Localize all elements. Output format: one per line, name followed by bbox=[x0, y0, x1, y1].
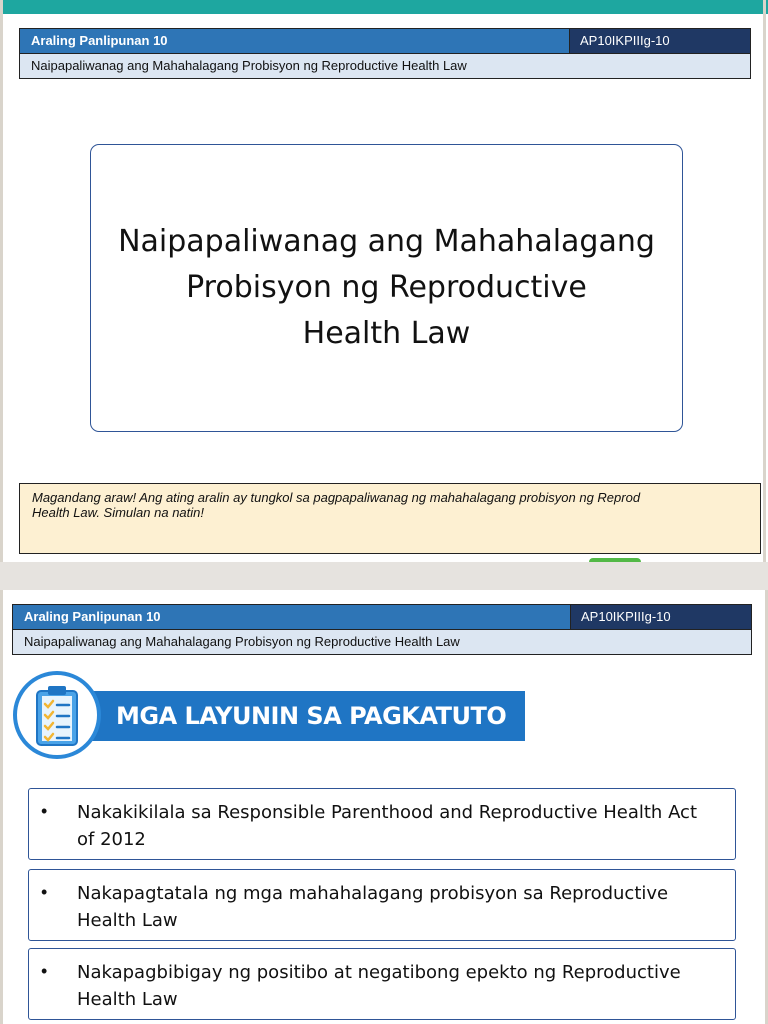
green-page-tab bbox=[589, 558, 641, 562]
competency-code-cell: AP10IKPIIIg-10 bbox=[570, 29, 750, 53]
lesson-title-line: Probisyon ng Reproductive bbox=[186, 270, 587, 305]
objective-item bbox=[28, 869, 736, 941]
objective-text: Nakapagbibigay ng positibo at negatibong epekto ng Reproductive Health Law bbox=[77, 962, 681, 1010]
bullet: • bbox=[41, 801, 48, 821]
topic-cell: Naipapaliwanag ang Mahahalagang Probisyon ng Reproductive Health Law bbox=[13, 629, 751, 654]
objectives-banner bbox=[92, 691, 525, 741]
right-margin-line bbox=[763, 0, 766, 562]
objective-text: Nakapagtatala ng mga mahahalagang probisyon sa Reproductive Health Law bbox=[77, 883, 669, 931]
topic-cell: Naipapaliwanag ang Mahahalagang Probisyon ng Reproductive Health Law bbox=[20, 53, 750, 78]
bullet: • bbox=[41, 882, 48, 902]
lesson-title-line: Naipapaliwanag ang Mahahalagang bbox=[118, 224, 655, 259]
subject-cell: Araling Panlipunan 10 bbox=[13, 605, 571, 629]
lesson-header-table bbox=[12, 604, 752, 655]
objective-text: Nakakikilala sa Responsible Parenthood and Reproductive Health Act of 2012 bbox=[77, 802, 698, 850]
competency-code-cell: AP10IKPIIIg-10 bbox=[571, 605, 751, 629]
left-margin-line bbox=[0, 0, 3, 562]
teacher-note bbox=[20, 484, 760, 520]
checklist-clipboard-icon bbox=[13, 671, 101, 759]
teacher-note-box bbox=[19, 483, 761, 554]
bullet: • bbox=[41, 961, 48, 981]
objectives-banner-title: MGA LAYUNIN SA PAGKATUTO bbox=[116, 702, 507, 730]
lesson-title-line: Health Law bbox=[302, 316, 471, 351]
objective-item bbox=[28, 788, 736, 860]
left-margin-line bbox=[0, 590, 3, 1024]
top-accent-bar bbox=[0, 0, 768, 14]
teacher-note-line: Magandang araw! Ang ating aralin ay tungkol sa pagpapaliwanag ng mahahalagang probisyon ng Reprod bbox=[32, 490, 641, 505]
objective-item bbox=[28, 948, 736, 1020]
subject-cell: Araling Panlipunan 10 bbox=[20, 29, 570, 53]
module-page-2 bbox=[0, 590, 768, 1024]
lesson-header-table bbox=[19, 28, 751, 79]
lesson-title-box bbox=[90, 144, 683, 432]
lesson-title bbox=[102, 219, 671, 357]
teacher-note-line: Health Law. Simulan na natin! bbox=[32, 505, 204, 520]
